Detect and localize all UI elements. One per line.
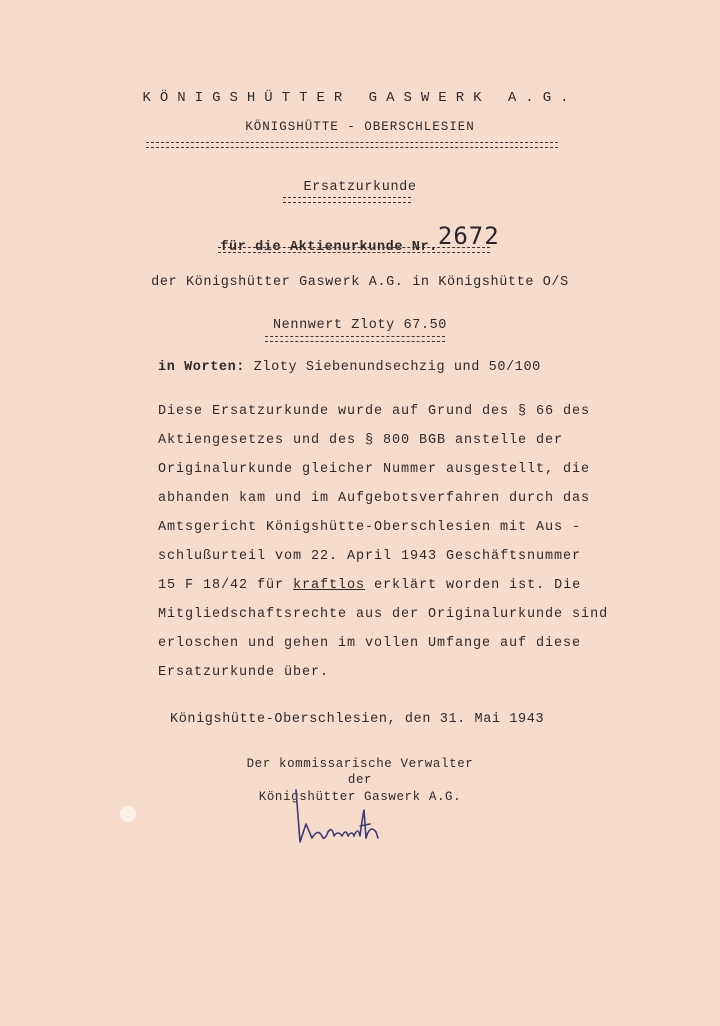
- body-line: abhanden kam und im Aufgebotsverfahren durch das: [158, 491, 591, 506]
- signatory-of: der: [347, 773, 373, 787]
- in-words-label: in Worten:: [158, 360, 246, 375]
- body-line: erloschen und gehen im vollen Umfange auf diese: [158, 636, 582, 651]
- paper-speck: [120, 806, 136, 822]
- certificate-number: 2672: [437, 222, 500, 250]
- in-words-line: [158, 360, 541, 375]
- title-underline: [283, 197, 411, 203]
- signatory-company: Königshütter Gaswerk A.G.: [258, 790, 462, 804]
- header-divider: [146, 142, 558, 148]
- body-line-part: 15 F 18/42 für: [158, 578, 294, 593]
- issuer-line: der Königshütter Gaswerk A.G. in Königshütte O/S: [151, 275, 569, 290]
- body-line: Mitgliedschaftsrechte aus der Originalurkunde sind: [158, 607, 609, 622]
- kraftlos-emphasis: kraftlos: [293, 578, 366, 593]
- body-line: [158, 578, 581, 593]
- body-line: Diese Ersatzurkunde wurde auf Grund des § 66 des: [158, 404, 591, 419]
- in-words-value: Zloty Siebenundsechzig und 50/100: [253, 360, 541, 375]
- signatory-title: Der kommissarische Verwalter: [246, 757, 474, 771]
- company-location: KÖNIGSHÜTTE - OBERSCHLESIEN: [245, 120, 475, 134]
- body-line: Amtsgericht Königshütte-Oberschlesien mit Aus -: [158, 520, 582, 535]
- certificate-prefix: für die Aktienurkunde Nr.: [220, 240, 438, 255]
- company-name: KÖNIGSHÜTTER GASWERK A.G.: [142, 90, 578, 106]
- nominal-underline: [265, 336, 445, 342]
- nominal-value: Nennwert Zloty 67.50: [272, 318, 448, 333]
- handwritten-signature: [290, 780, 390, 860]
- body-line: Aktiengesetzes und des § 800 BGB anstelle der: [158, 433, 564, 448]
- body-line: Ersatzurkunde über.: [158, 665, 330, 680]
- body-line-part: erklärt worden ist. Die: [365, 578, 582, 593]
- certificate-underline: [218, 247, 490, 253]
- body-line: schlußurteil vom 22. April 1943 Geschäftsnummer: [158, 549, 582, 564]
- body-line: Originalurkunde gleicher Nummer ausgestellt, die: [158, 462, 591, 477]
- document-title: Ersatzurkunde: [303, 180, 417, 195]
- place-date: Königshütte-Oberschlesien, den 31. Mai 1943: [170, 712, 545, 727]
